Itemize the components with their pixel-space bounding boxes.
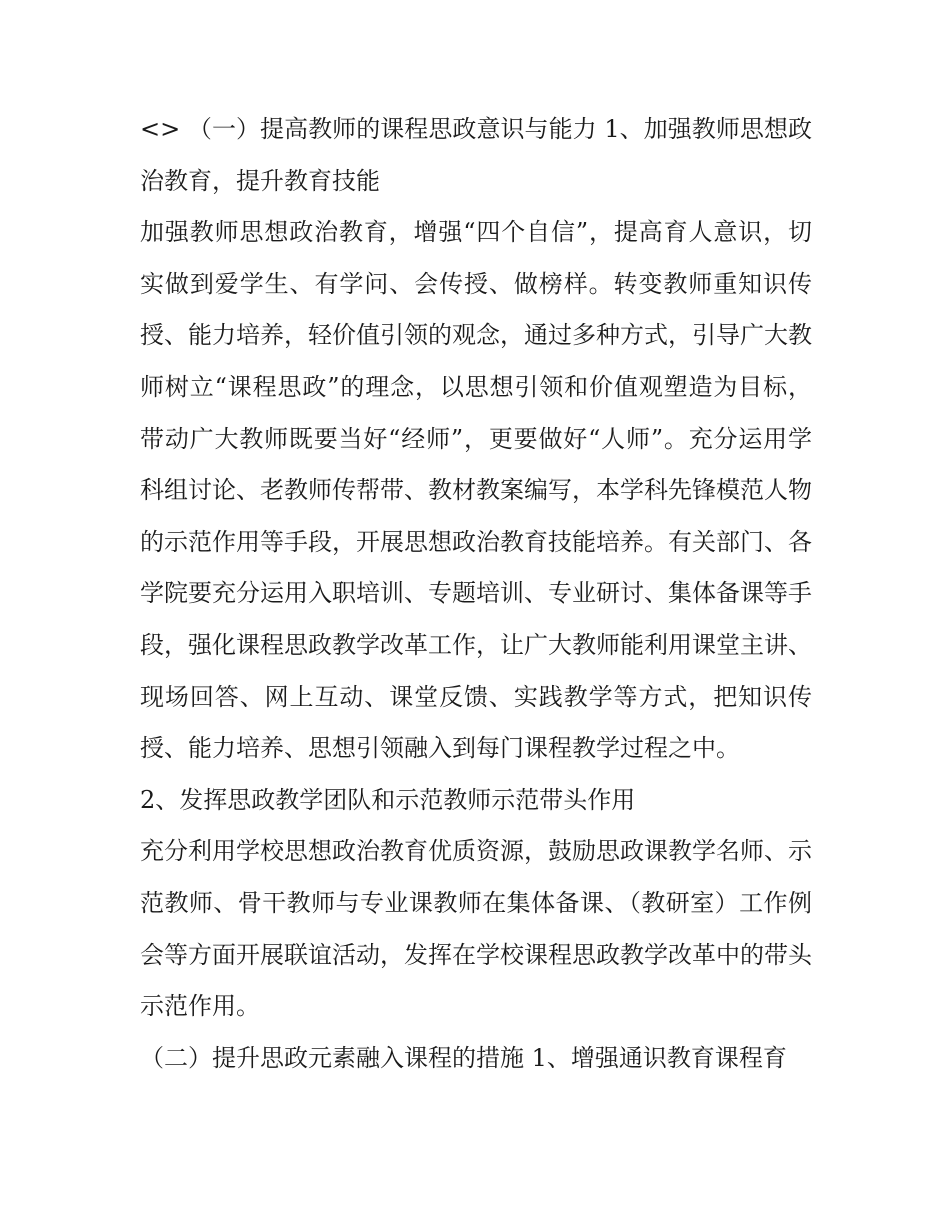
document-body xyxy=(140,104,812,1084)
section-heading-1: <> （一）提高教师的课程思政意识与能力 1、加强教师思想政治教育，提升教育技能 xyxy=(140,115,812,195)
subsection-heading-2: 2、发挥思政教学团队和示范教师示范带头作用 xyxy=(140,785,636,814)
body-paragraph-1: 加强教师思想政治教育，增强“四个自信”，提高育人意识，切实做到爱学生、有学问、会传授、做榜样。转变教师重知识传授、能力培养，轻价值引领的观念，通过多种方式，引导广大教师树立“课程思政”的理念，以思想引领和价值观塑造为目标，带动广大教师既要当好“经师”，更要做好“人师”。充分运用学科组讨论、老教师传帮带、教材教案编写，本学科先锋模范人物的示范作用等手段，开展思想政治教育技能培养。有关部门、各学院要充分运用入职培训、专题培训、专业研讨、集体备课等手段，强化课程思政教学改革工作，让广大教师能利用课堂主讲、现场回答、网上互动、课堂反馈、实践教学等方式，把知识传授、能力培养、思想引领融入到每门课程教学过程之中。 xyxy=(140,218,812,763)
section-heading-2: （二）提升思政元素融入课程的措施 1、增强通识教育课程育 xyxy=(140,1043,787,1072)
body-paragraph-2: 充分利用学校思想政治教育优质资源，鼓励思政课教学名师、示范教师、骨干教师与专业课教师在集体备课、（教研室）工作例会等方面开展联谊活动，发挥在学校课程思政教学改革中的带头示范作用。 xyxy=(140,837,812,1021)
